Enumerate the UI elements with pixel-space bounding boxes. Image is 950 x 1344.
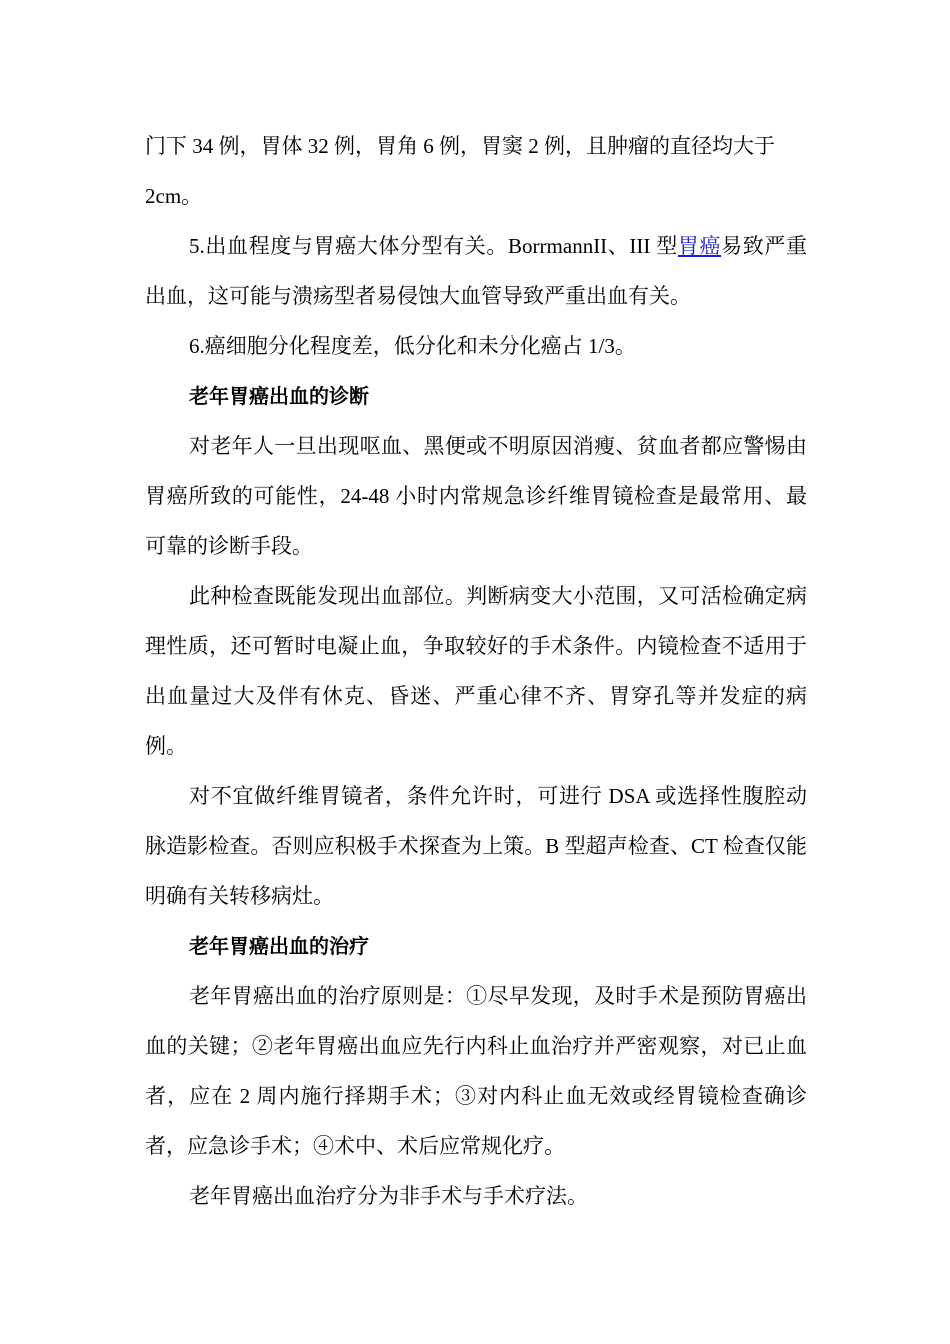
document-body: [145, 121, 807, 1221]
paragraph-treatment-principles: 老年胃癌出血的治疗原则是：①尽早发现，及时手术是预防胃癌出血的关键；②老年胃癌出血应先行内科止血治疗并严密观察，对已止血者，应在 2 周内施行择期手术；③对内科止血无效或经胃镜检查确诊者，应急诊手术；④术中、术后应常规化疗。: [145, 984, 807, 1158]
paragraph-dsa: 对不宜做纤维胃镜者，条件允许时，可进行 DSA 或选择性腹腔动脉造影检查。否则应积极手术探查为上策。B 型超声检查、CT 检查仅能明确有关转移病灶。: [145, 784, 807, 908]
bleeding-degree-text-end: 易致严重出血，这可能与溃疡型者易侵蚀大血管导致严重出血有关。: [145, 234, 807, 308]
heading-treatment: 老年胃癌出血的治疗: [189, 934, 369, 958]
tumor-size-line: 2cm。: [145, 184, 203, 208]
bleeding-degree-text-start: 5.出血程度与胃癌大体分型有关。BorrmannII、III 型: [189, 234, 678, 258]
paragraph-bleeding-degree: [145, 221, 807, 321]
paragraph-endoscopy: 此种检查既能发现出血部位。判断病变大小范围，又可活检确定病理性质，还可暂时电凝止血，争取较好的手术条件。内镜检查不适用于出血量过大及伴有休克、昏迷、严重心律不齐、胃穿孔等并发症的病例。: [145, 584, 807, 758]
gastric-cancer-link[interactable]: 胃癌: [677, 234, 722, 258]
paragraph-diagnosis-alert: 对老年人一旦出现呕血、黑便或不明原因消瘦、贫血者都应警惕由胃癌所致的可能性，24-48 小时内常规急诊纤维胃镜检查是最常用、最可靠的诊断手段。: [145, 434, 807, 558]
heading-diagnosis: 老年胃癌出血的诊断: [189, 384, 369, 408]
paragraph-differentiation: 6.癌细胞分化程度差，低分化和未分化癌占 1/3。: [189, 334, 636, 358]
paragraph-tumor-location: [145, 121, 807, 221]
tumor-location-line: 门下 34 例，胃体 32 例，胃角 6 例，胃窦 2 例，且肿瘤的直径均大于: [145, 134, 775, 158]
paragraph-treatment-methods: 老年胃癌出血治疗分为非手术与手术疗法。: [189, 1184, 588, 1208]
